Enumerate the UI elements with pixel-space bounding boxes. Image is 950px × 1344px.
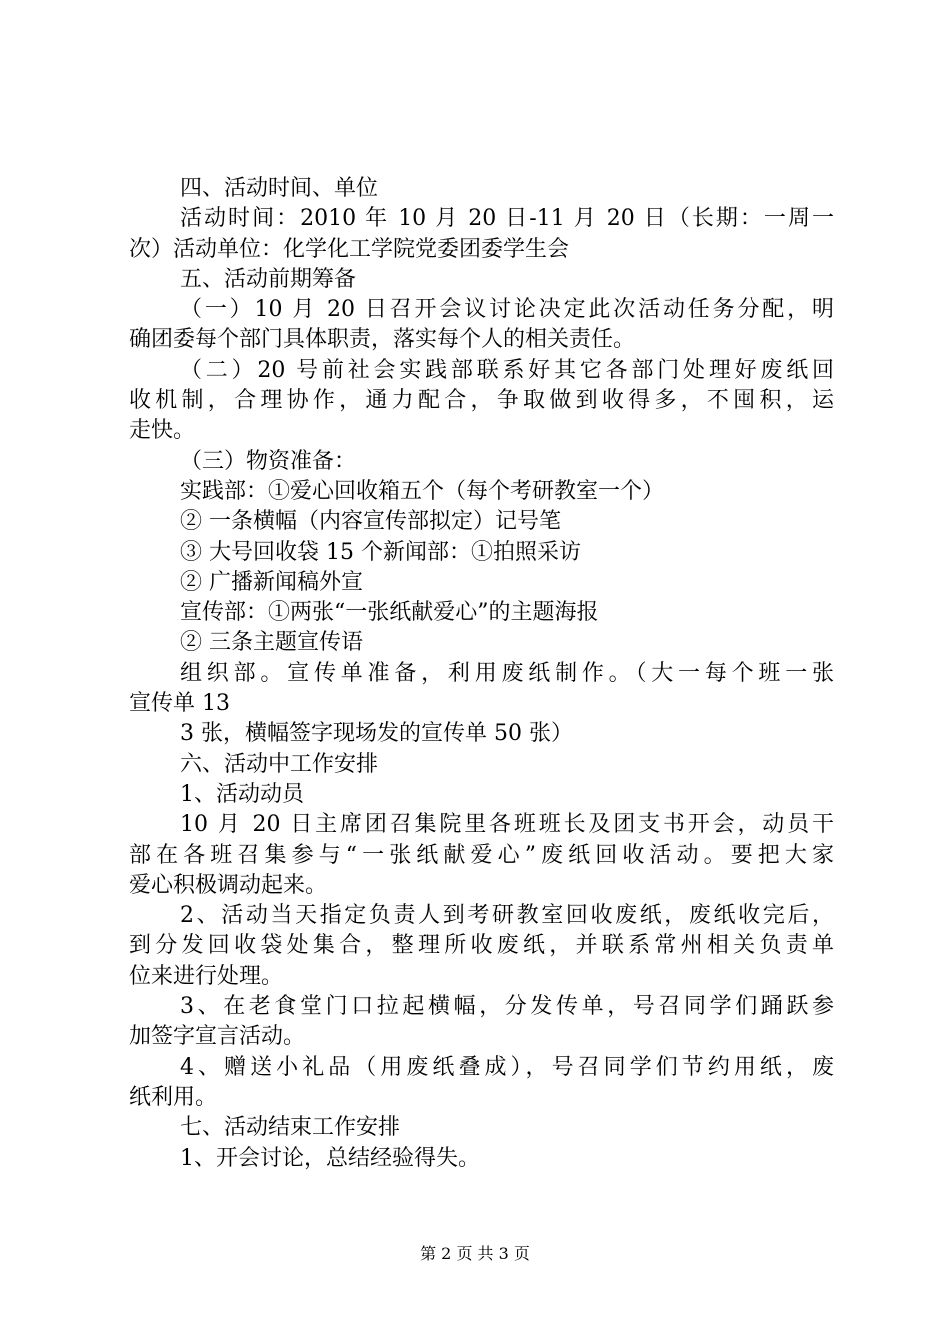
paragraph-line: 位来进行处理。 [129,963,284,989]
paragraph-line: 次）活动单位：化学化工学院党委团委学生会 [129,236,570,262]
paragraph-line: 实践部：①爱心回收箱五个（每个考研教室一个） [180,478,665,504]
paragraph-line: 3 张，横幅签字现场发的宣传单 50 张） [180,721,573,747]
paragraph-line: 部在各班召集参与“一张纸献爱心”废纸回收活动。要把大家 [129,842,834,868]
paragraph-line: 纸利用。 [129,1084,218,1110]
paragraph-line: ③ 大号回收袋 15 个新闻部：①拍照采访 [180,539,581,565]
paragraph-line: 宣传单 13 [129,691,230,717]
paragraph-line: 组织部。宣传单准备，利用废纸制作。（大一每个班一张 [180,660,834,686]
paragraph-line: 10 月 20 日主席团召集院里各班班长及团支书开会，动员干 [180,812,834,838]
page-footer: 第 2 页 共 3 页 [420,1244,530,1263]
paragraph-line: 3、在老食堂门口拉起横幅，分发传单，号召同学们踊跃参 [180,994,834,1020]
document-body [129,174,834,1174]
section-heading-6: 六、活动中工作安排 [180,751,379,777]
subsection-heading: 1、活动动员 [180,781,304,807]
section-heading-4: 四、活动时间、单位 [180,176,379,201]
paragraph-line: 2、活动当天指定负责人到考研教室回收废纸，废纸收完后， [180,903,834,929]
paragraph-line: （二）20 号前社会实践部联系好其它各部门处理好废纸回 [180,357,834,383]
section-heading-5: 五、活动前期筹备 [180,266,357,292]
paragraph-line: ② 三条主题宣传语 [180,630,363,656]
paragraph-line: ② 广播新闻稿外宣 [180,569,363,595]
paragraph-line: ② 一条横幅（内容宣传部拟定）记号笔 [180,509,561,535]
paragraph-line: （一）10 月 20 日召开会议讨论决定此次活动任务分配，明 [180,297,834,323]
paragraph-line: 宣传部：①两张“一张纸献爱心”的主题海报 [180,600,599,626]
paragraph-line: 爱心积极调动起来。 [129,872,328,898]
paragraph-line: 收机制，合理协作，通力配合，争取做到收得多，不囤积，运 [129,388,834,414]
paragraph-line: 活动时间：2010 年 10 月 20 日-11 月 20 日（长期：一周一 [180,206,834,232]
paragraph-line: （三）物资准备： [180,448,357,474]
paragraph-line: 加签字宣言活动。 [129,1024,306,1050]
paragraph-line: 走快。 [129,418,196,444]
paragraph-line: 1、开会讨论，总结经验得失。 [180,1145,480,1171]
section-heading-7: 七、活动结束工作安排 [180,1115,401,1141]
paragraph-line: 确团委每个部门具体职责，落实每个人的相关责任。 [129,327,636,353]
paragraph-line: 4、赠送小礼品（用废纸叠成），号召同学们节约用纸，废 [180,1054,834,1080]
paragraph-line: 到分发回收袋处集合，整理所收废纸，并联系常州相关负责单 [129,933,834,959]
